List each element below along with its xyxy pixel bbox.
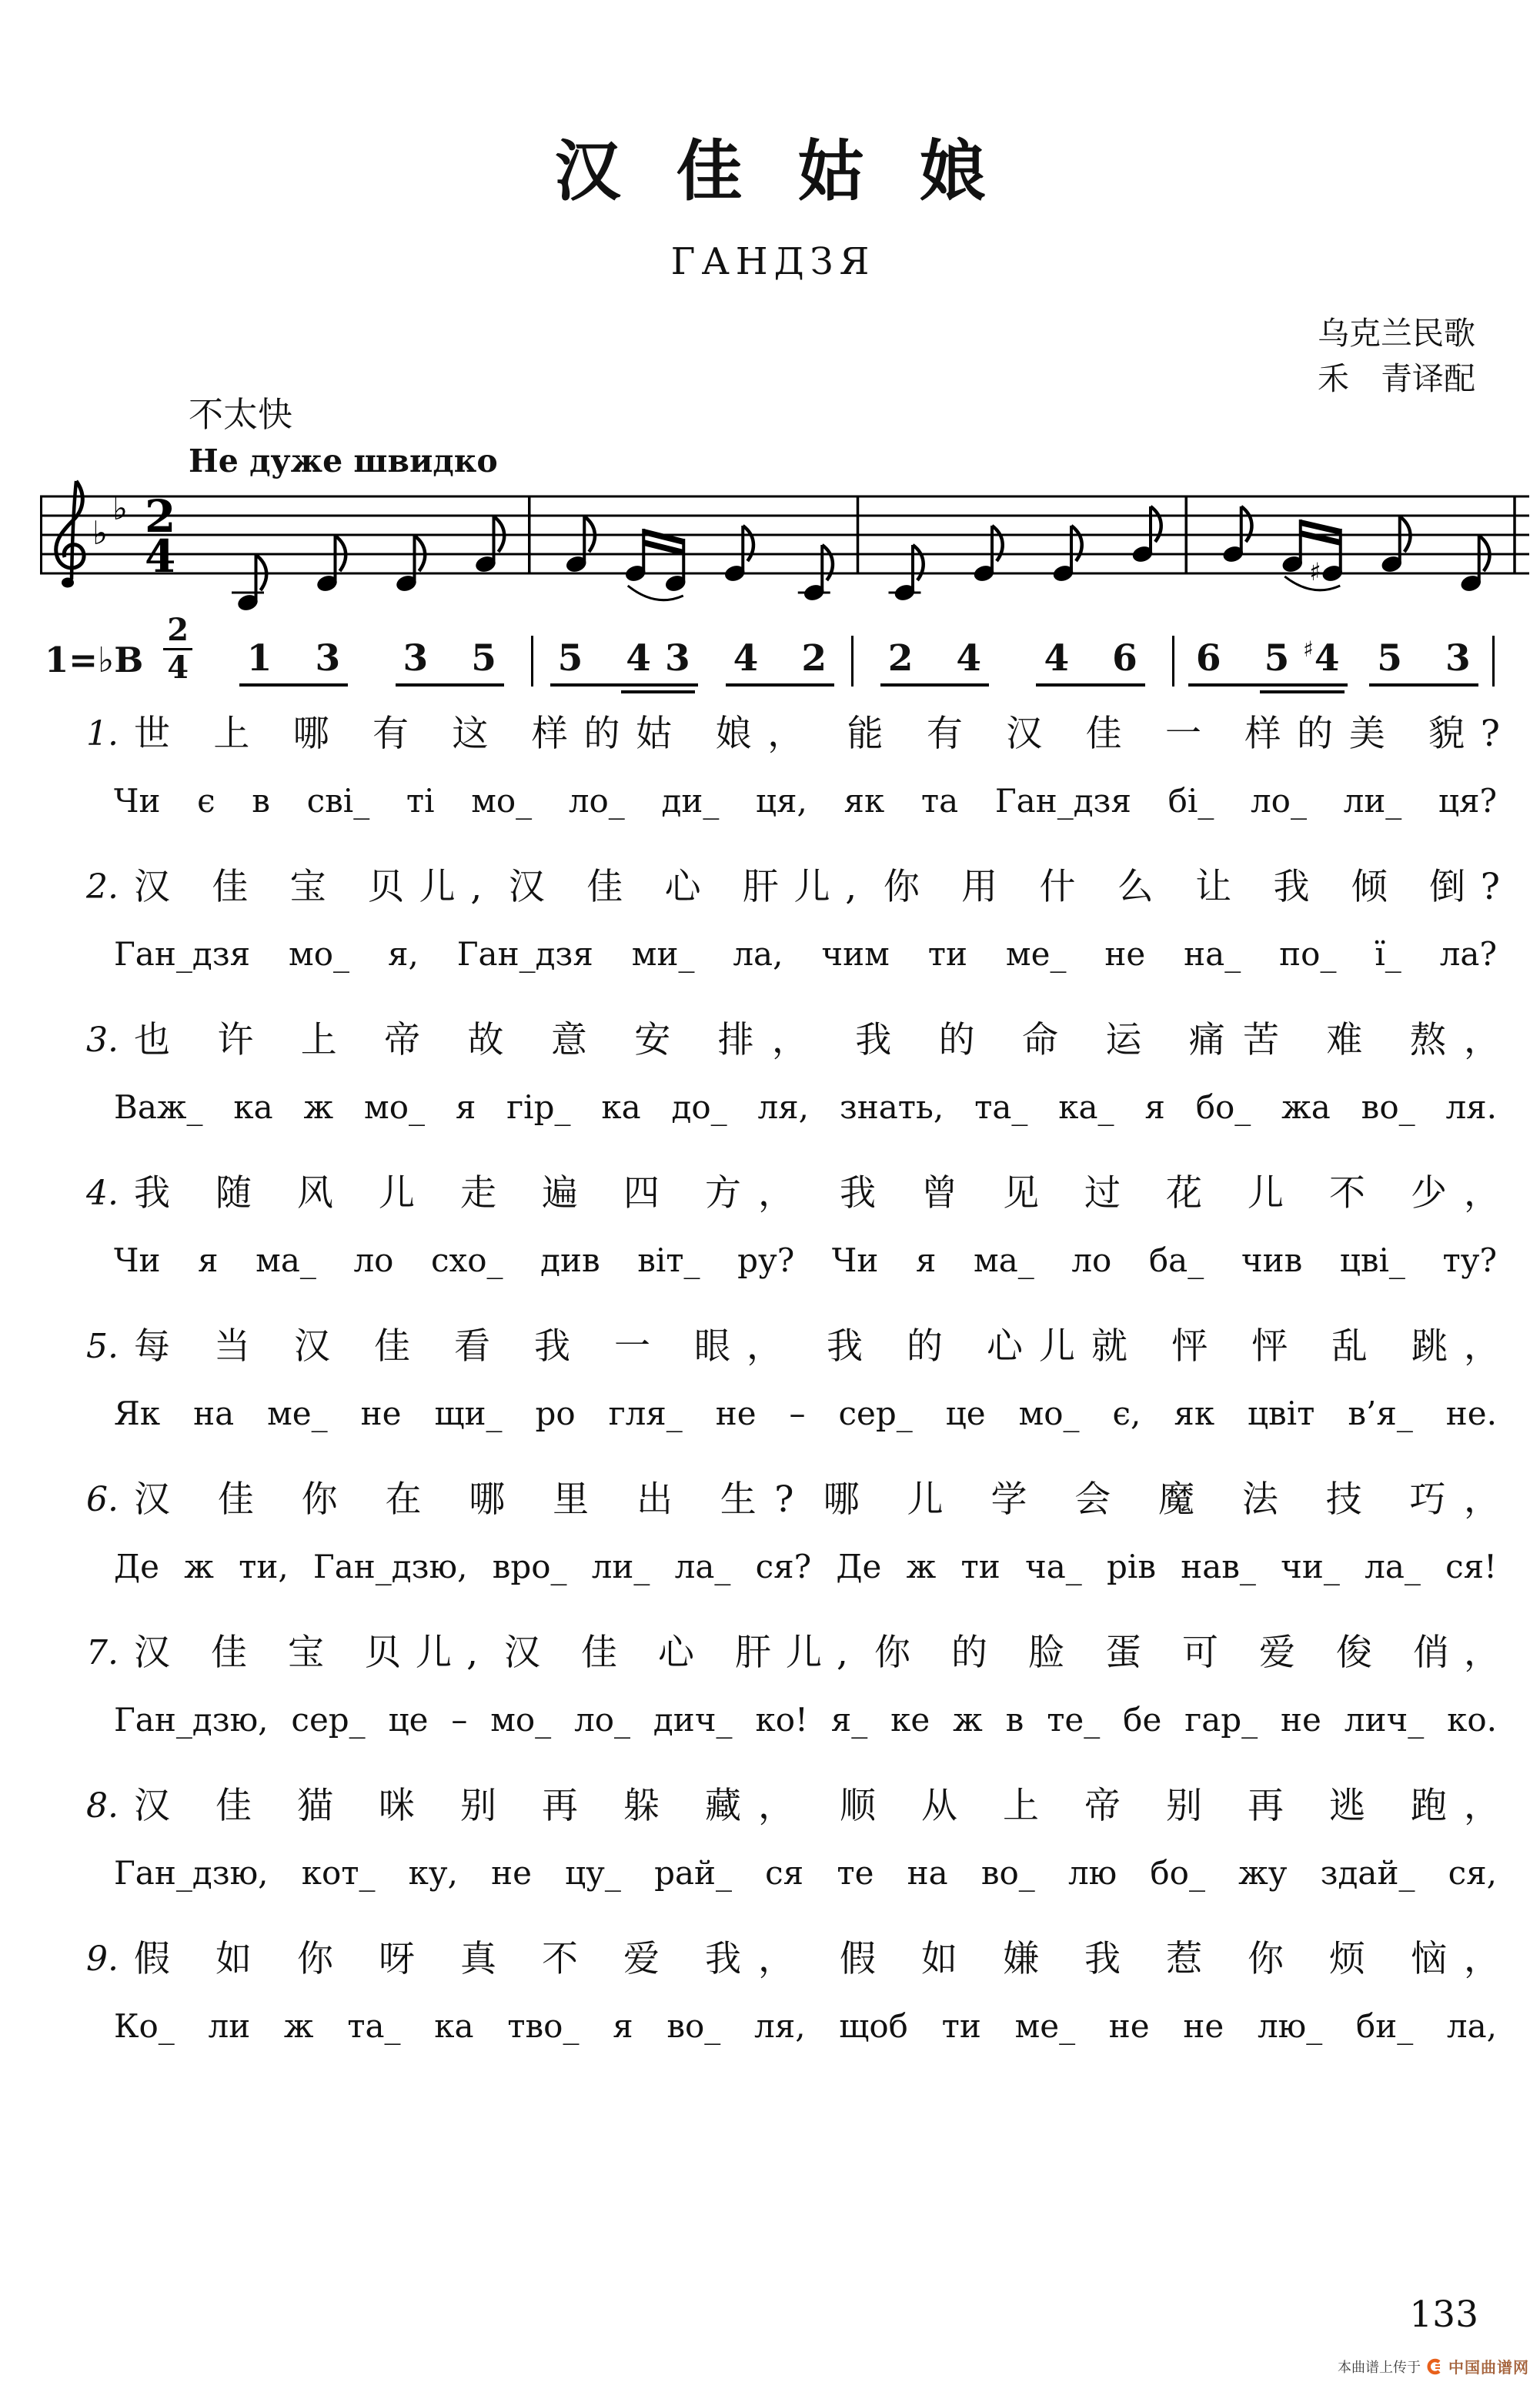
jianpu-line — [45, 613, 1498, 687]
verse-chinese-line — [86, 1938, 1500, 1981]
credit-translator: 禾 青译配 — [1318, 360, 1475, 398]
verse-ukrainian-text: Ко_ ли ж та_ ка тво_ я во_ ля, щоб ти ме_ не не лю_ би_ ла, — [114, 2007, 1497, 2046]
jianpu-barline — [1172, 636, 1174, 687]
verse-chinese-line — [86, 1785, 1500, 1828]
jianpu-note: 3 — [403, 637, 429, 680]
jianpu-measure — [536, 639, 848, 687]
jianpu-note: 6 — [1112, 637, 1137, 680]
verse-number: 9. — [86, 1939, 119, 1979]
tempo-block — [189, 386, 498, 479]
verse — [86, 1938, 1500, 2091]
jianpu-sixteenth-pair — [1264, 636, 1340, 680]
svg-text:2: 2 — [145, 490, 176, 543]
verse-number: 2. — [86, 867, 119, 907]
jianpu-measure — [1178, 636, 1489, 687]
verse — [86, 1632, 1500, 1785]
verse-number: 3. — [86, 1021, 119, 1060]
verse-chinese-line — [86, 1019, 1500, 1062]
svg-text:4: 4 — [145, 530, 176, 583]
verse-number: 7. — [86, 1633, 119, 1672]
jianpu-note: 4 — [733, 637, 759, 680]
verse — [86, 1172, 1500, 1325]
jianpu-beat-group — [1369, 639, 1478, 687]
jianpu-note: 3 — [315, 637, 341, 680]
jianpu-note: 5 — [471, 637, 496, 680]
sharp-accidental: ♯ — [1303, 636, 1314, 662]
verse-chinese-text: 世 上 哪 有 这 样的姑 娘， 能 有 汉 佳 一 样的美 貌? — [134, 713, 1500, 755]
verse-chinese-text: 汉 佳 猫 咪 别 再 躲 藏， 顺 从 上 帝 别 再 逃 跑， — [134, 1785, 1500, 1827]
svg-text:♭: ♭ — [92, 514, 108, 552]
verse-chinese-line — [86, 1632, 1500, 1675]
verse-chinese-text: 汉 佳 你 在 哪 里 出 生? 哪 儿 学 会 魔 法 技 巧， — [134, 1478, 1500, 1521]
verse-ukrainian-text: Як на ме_ не щи_ ро гля_ не – сер_ це мо_ є, як цвіт в’я_ не. — [114, 1395, 1497, 1433]
verse-chinese-line — [86, 1478, 1500, 1522]
page-title: 汉佳姑娘 — [554, 132, 1041, 210]
verse-number: 4. — [86, 1174, 119, 1213]
credits — [1318, 311, 1475, 403]
verse — [86, 1478, 1500, 1632]
verse — [86, 1785, 1500, 1938]
verse-chinese-line — [86, 1172, 1500, 1215]
svg-text:♯: ♯ — [1309, 557, 1321, 586]
verse-ukrainian-text: Чи я ма_ ло схо_ див віт_ ру? Чи я ма_ ло ба_ чив цві_ ту? — [114, 1241, 1497, 1280]
jianpu-barline — [1492, 636, 1495, 687]
verse-number: 8. — [86, 1786, 119, 1826]
tempo-ukrainian: Не дуже швидко — [189, 443, 498, 479]
staff-notation — [40, 473, 1529, 620]
verse-number: 1. — [86, 714, 119, 753]
jianpu-key-signature: 1=♭B — [45, 640, 144, 680]
site-logo-icon — [1426, 2358, 1443, 2375]
jianpu-beat-group — [550, 639, 698, 687]
tempo-chinese: 不太快 — [189, 394, 293, 435]
jianpu-measure — [857, 639, 1168, 687]
jianpu-note: 2 — [801, 637, 827, 680]
jianpu-barline — [851, 636, 854, 687]
jianpu-beat-group — [1188, 636, 1348, 687]
verse-ukrainian-text: Ган_дзю, кот_ ку, не цу_ рай_ ся те на во_ лю бо_ жу здай_ ся, — [114, 1854, 1497, 1893]
svg-text:♭: ♭ — [112, 489, 128, 527]
time-signature-denominator: 4 — [167, 650, 189, 686]
jianpu-barline — [531, 636, 533, 687]
verse-chinese-text: 汉 佳 宝 贝儿, 汉 佳 心 肝儿, 你 用 什 么 让 我 倾 倒? — [134, 866, 1500, 908]
credit-source: 乌克兰民歌 — [1318, 315, 1475, 352]
jianpu-note: 5 — [1377, 637, 1402, 680]
verse-number: 6. — [86, 1480, 119, 1519]
page-subtitle: ГАНДЗЯ — [670, 240, 876, 283]
verse-chinese-line — [86, 866, 1500, 909]
verse-chinese-text: 每 当 汉 佳 看 我 一 眼， 我 的 心儿就 怦 怦 乱 跳， — [134, 1325, 1500, 1368]
jianpu-sixteenth-pair — [626, 637, 690, 680]
verses-section — [86, 713, 1500, 2091]
jianpu-beat-group — [1036, 639, 1144, 687]
verse-chinese-text: 也 许 上 帝 故 意 安 排， 我 的 命 运 痛苦 难 熬， — [134, 1019, 1500, 1061]
jianpu-note: 2 — [887, 637, 914, 680]
jianpu-note: 5 — [557, 637, 583, 680]
verse — [86, 866, 1500, 1019]
verse-ukrainian-text: Чи є в сві_ ті мо_ ло_ ди_ ця, як та Ган_дзя бі_ ло_ ли_ ця? — [114, 782, 1497, 820]
page-number: 133 — [1409, 2293, 1478, 2336]
jianpu-note: 6 — [1195, 637, 1221, 680]
jianpu-note: 1 — [246, 637, 272, 680]
verse — [86, 713, 1500, 866]
verse-chinese-text: 我 随 风 儿 走 遍 四 方， 我 曾 见 过 花 儿 不 少， — [134, 1172, 1500, 1214]
jianpu-note: 5 — [1264, 637, 1290, 680]
staff-svg — [40, 473, 1529, 620]
verse-number: 5. — [86, 1327, 119, 1366]
jianpu-note: 4 — [626, 637, 651, 680]
verse-chinese-line — [86, 1325, 1500, 1368]
jianpu-beat-group — [880, 639, 989, 687]
jianpu-note: 3 — [664, 637, 690, 680]
jianpu-beat-group — [396, 639, 504, 687]
jianpu-time-signature — [163, 612, 192, 687]
jianpu-beat-group — [726, 639, 834, 687]
verse-chinese-text: 汉 佳 宝 贝儿, 汉 佳 心 肝儿, 你 的 脸 蛋 可 爱 俊 俏， — [134, 1632, 1500, 1674]
jianpu-note: ♯4 — [1303, 636, 1340, 680]
footer-upload-text: 本曲谱上传于 — [1338, 2359, 1421, 2376]
verse-ukrainian-text: Важ_ ка ж мо_ я гір_ ка до_ ля, знать, та_ ка_ я бо_ жа во_ ля. — [114, 1088, 1497, 1127]
verse-ukrainian-text: Де ж ти, Ган_дзю, вро_ ли_ ла_ ся? Де ж ти ча_ рів нав_ чи_ ла_ ся! — [114, 1548, 1497, 1586]
verse-ukrainian-text: Ган_дзю, сер_ це – мо_ ло_ дич_ ко! я_ ке ж в те_ бе гар_ не лич_ ко. — [114, 1701, 1497, 1739]
time-signature-numerator: 2 — [163, 615, 192, 650]
jianpu-measure — [215, 639, 527, 687]
verse — [86, 1019, 1500, 1172]
verse-chinese-text: 假 如 你 呀 真 不 爱 我， 假 如 嫌 我 惹 你 烦 恼， — [134, 1938, 1500, 1980]
verse-ukrainian-text: Ган_дзя мо_ я, Ган_дзя ми_ ла, чим ти ме_ не на_ по_ ї_ ла? — [114, 935, 1497, 974]
verse-chinese-line — [86, 713, 1500, 756]
jianpu-note: 4 — [956, 637, 982, 680]
footer-site-name: 中国曲谱网 — [1448, 2358, 1529, 2377]
footer-watermark — [1338, 2355, 1529, 2377]
verse — [86, 1325, 1500, 1478]
jianpu-beat-group — [239, 639, 348, 687]
jianpu-note: 4 — [1044, 637, 1070, 680]
jianpu-note: 3 — [1445, 637, 1471, 680]
